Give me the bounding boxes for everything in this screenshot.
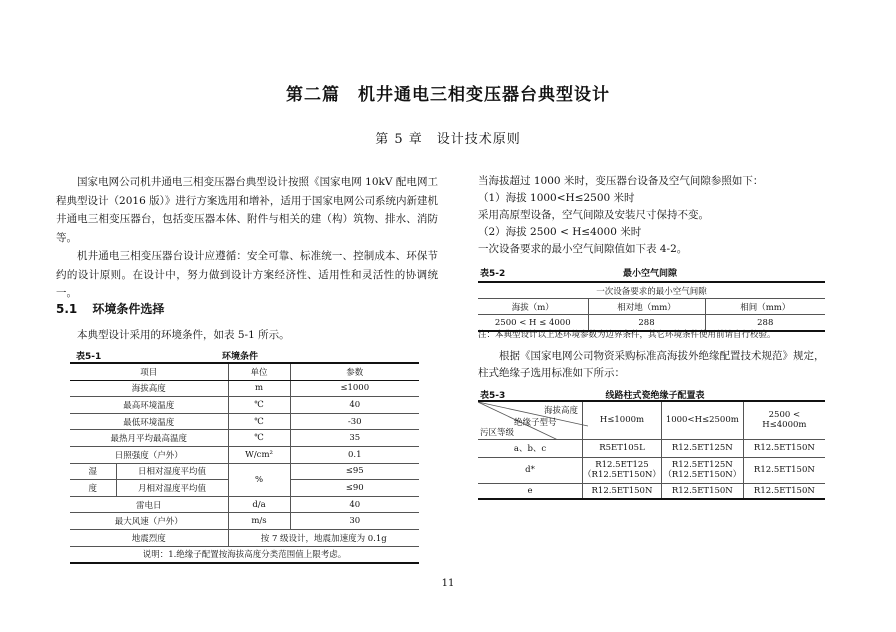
row-value: -30 (290, 413, 419, 430)
row-item: 海拔高度 (70, 380, 228, 397)
row-v3: R12.5ET150N (743, 439, 825, 457)
row-unit: m/s (228, 513, 290, 530)
table-note-row (70, 546, 419, 563)
altitude-case-2-detail: 一次设备要求的最小空气间隙值如下表 4-2。 (478, 243, 688, 255)
table1-title: 环境条件 (221, 352, 258, 362)
table2-note: 注：本典型设计以上述环境参数为边界条件，其它环境条件使用前请自行校验。 (478, 330, 776, 340)
group-header: 一次设备要求的最小空气间隙 (478, 282, 825, 299)
min-air-gap-table (478, 281, 825, 332)
row-v2: R12.5ET125N（R12.5ET150N） (661, 457, 743, 483)
row-item: 最大风速（户外） (70, 513, 228, 530)
table-row (70, 413, 419, 430)
table-row (70, 496, 419, 513)
header-phase-phase: 相间（mm） (705, 299, 825, 315)
row-value: 35 (290, 430, 419, 447)
row-value: ≤90 (290, 480, 419, 497)
table-row (478, 483, 825, 499)
row-value: ≤1000 (290, 380, 419, 397)
row-phase-ground: 288 (588, 315, 705, 332)
paragraph-env: 本典型设计采用的环境条件，如表 5-1 所示。 (77, 329, 290, 341)
row-v1: R5ET105L (583, 439, 662, 457)
diagonal-header-cell (478, 401, 583, 439)
header-h2: 1000<H≤2500m (661, 401, 743, 439)
table-row (70, 513, 419, 530)
table-row (70, 463, 419, 480)
row-v2: R12.5ET125N (661, 439, 743, 457)
table-row (70, 446, 419, 463)
header-value: 参数 (290, 363, 419, 380)
row-value: 40 (290, 496, 419, 513)
row-value: 0.1 (290, 446, 419, 463)
row-value: ≤95 (290, 463, 419, 480)
table-row (70, 380, 419, 397)
row-item: 日照强度（户外） (70, 446, 228, 463)
header-h1: H≤1000m (583, 401, 662, 439)
row-unit: ℃ (228, 413, 290, 430)
section-title: 环境条件选择 (92, 302, 165, 316)
row-item: 最高环境温度 (70, 397, 228, 414)
header-h3: 2500 < H≤4000m (743, 401, 825, 439)
row-value: 40 (290, 397, 419, 414)
header-altitude: 海拔（m） (478, 299, 588, 315)
table-header-row (70, 363, 419, 380)
row-value: 30 (290, 513, 419, 530)
humidity-group-label: 度 (70, 480, 116, 497)
table2-title: 最小空气间隙 (622, 269, 677, 279)
row-zone: e (478, 483, 583, 499)
row-v3: R12.5ET150N (743, 457, 825, 483)
table3-title: 线路柱式瓷绝缘子配置表 (605, 391, 705, 401)
humidity-group-label: 湿 (70, 463, 116, 480)
row-unit: d/a (228, 496, 290, 513)
table-note: 说明：1.绝缘子配置按海拔高度分类范围值上限考虑。 (70, 546, 419, 563)
row-zone: d* (478, 457, 583, 483)
row-zone: a、b、c (478, 439, 583, 457)
row-phase-phase: 288 (705, 315, 825, 332)
altitude-intro: 当海拔超过 1000 米时，变压器台设备及空气间隙参照如下： (478, 175, 764, 187)
chapter-title: 第 5 章 设计技术原则 (375, 132, 521, 147)
insulator-config-table (478, 400, 825, 500)
table2-number: 表5-2 (480, 269, 506, 279)
diag-zone-label: 污区等级 (480, 427, 515, 438)
row-v3: R12.5ET150N (743, 483, 825, 499)
section-number: 5.1 (56, 302, 78, 316)
paragraph-insulator: 根据《国家电网公司物资采购标准高海拔外绝缘配置技术规范》规定，柱式绝缘子选用标准如下所示： (478, 350, 825, 379)
table-row (70, 529, 419, 546)
part-title: 第二篇 机井通电三相变压器台典型设计 (286, 85, 610, 105)
altitude-case-1-detail: 采用高原型设备，空气间隙及安装尺寸保持不变。 (478, 209, 709, 221)
table3-number: 表5-3 (480, 391, 506, 401)
header-phase-ground: 相对地（mm） (588, 299, 705, 315)
page-number: 11 (441, 578, 455, 589)
row-item: 最热月平均最高温度 (70, 430, 228, 447)
environment-table (70, 362, 419, 564)
row-item: 日相对湿度平均值 (116, 463, 228, 480)
row-v1: R12.5ET125（R12.5ET150N） (583, 457, 662, 483)
altitude-case-1: （1）海拔 1000<H≤2500 米时 (478, 192, 635, 204)
row-unit: W/cm² (228, 446, 290, 463)
row-item: 最低环境温度 (70, 413, 228, 430)
humidity-unit: % (228, 463, 290, 496)
row-item: 雷电日 (70, 496, 228, 513)
altitude-case-2: （2）海拔 2500 < H≤4000 米时 (478, 226, 642, 238)
row-v2: R12.5ET150N (661, 483, 743, 499)
table-header-row (478, 299, 825, 315)
header-unit: 单位 (228, 363, 290, 380)
row-unit: m (228, 380, 290, 397)
row-item: 地震烈度 (70, 529, 228, 546)
row-v1: R12.5ET150N (583, 483, 662, 499)
diag-model-label: 绝缘子型号 (514, 418, 557, 428)
row-altitude: 2500 < H ≤ 4000 (478, 315, 588, 332)
paragraph-scope: 国家电网公司机井通电三相变压器台典型设计按照《国家电网 10kV 配电网工程典型设计（2016 版）》进行方案选用和增补，适用于国家电网公司系统内新建机井通电三相变压器台，包括变压器本体、附件与相关的建（构）筑物、排水、消防等。 (56, 176, 438, 244)
row-unit: ℃ (228, 397, 290, 414)
row-value: 按 7 级设计，地震加速度为 0.1g (228, 529, 419, 546)
left-column (56, 173, 438, 303)
paragraph-principles: 机井通电三相变压器台设计应遵循：安全可靠、标准统一、控制成本、环保节约的设计原则。在设计中，努力做到设计方案经济性、适用性和灵活性的协调统一。 (56, 250, 438, 299)
section-heading (56, 298, 164, 317)
table-group-header-row (478, 282, 825, 299)
table-row (478, 457, 825, 483)
diag-altitude-label: 海拔高度 (544, 406, 579, 416)
table1-number: 表5-1 (76, 352, 102, 362)
table-row (70, 397, 419, 414)
table-row (70, 430, 419, 447)
section-intro-wrap (56, 326, 438, 345)
row-item: 月相对湿度平均值 (116, 480, 228, 497)
table-header-row (478, 401, 825, 439)
table-row (478, 439, 825, 457)
right-column (478, 173, 833, 258)
row-unit: ℃ (228, 430, 290, 447)
header-item: 项目 (70, 363, 228, 380)
